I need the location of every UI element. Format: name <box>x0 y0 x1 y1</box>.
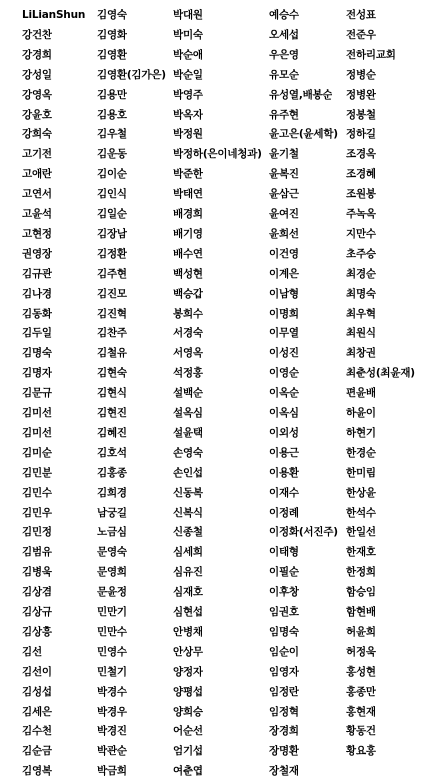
name-entry: 서영옥 <box>173 347 203 360</box>
name-entry: 윤삼근 <box>269 188 299 201</box>
name-entry: 최명숙 <box>346 287 376 300</box>
name-entry: 김인식 <box>97 188 127 201</box>
name-entry: 이계은 <box>269 267 299 280</box>
name-entry: 김현식 <box>97 387 127 400</box>
name-entry: 김희경 <box>97 486 127 499</box>
name-entry: 김영숙 <box>97 9 127 21</box>
name-entry: 문영숙 <box>97 546 127 559</box>
name-entry: 한상윤 <box>346 486 376 499</box>
name-entry: 장경희 <box>269 725 299 738</box>
name-entry: 설백순 <box>173 387 203 400</box>
name-entry: 배수연 <box>173 247 203 260</box>
name-entry: 이후창 <box>269 586 299 599</box>
name-entry: 김선 <box>22 645 42 658</box>
name-entry: 설윤택 <box>173 426 203 439</box>
name-entry: 임명숙 <box>269 625 299 638</box>
name-entry: 김호석 <box>97 446 127 459</box>
name-entry: 함승임 <box>346 586 376 599</box>
name-entry: 최우혁 <box>346 307 376 320</box>
name-entry: 윤복진 <box>269 168 299 181</box>
name-entry: 김나경 <box>22 287 52 300</box>
name-entry: 김민정 <box>22 526 52 539</box>
name-entry: 강영옥 <box>22 88 52 101</box>
name-entry: 최원식 <box>346 327 376 340</box>
name-entry: 김현진 <box>97 407 127 419</box>
name-entry: 김선이 <box>22 665 52 678</box>
name-entry: LiLianShun <box>22 9 86 21</box>
name-entry: 박옥자 <box>173 108 203 121</box>
name-entry: 한일선 <box>346 526 376 539</box>
name-entry: 임정혁 <box>269 705 299 718</box>
name-entry: 고애란 <box>22 168 52 181</box>
name-entry: 이정례 <box>269 506 299 519</box>
name-entry: 김용호 <box>97 108 127 121</box>
name-entry: 김성섭 <box>22 685 52 698</box>
name-entry: 김우철 <box>97 128 127 141</box>
name-entry: 임순이 <box>269 645 299 658</box>
name-entry: 김순금 <box>22 745 52 758</box>
name-entry: 박순애 <box>173 48 203 61</box>
name-entry: 여춘엽 <box>173 765 203 778</box>
name-entry: 이남형 <box>269 287 299 300</box>
name-entry: 안병채 <box>173 625 203 638</box>
name-entry: 황동건 <box>346 725 376 738</box>
name-entry: 김수천 <box>22 725 52 738</box>
name-entry: 주녹옥 <box>346 208 376 220</box>
name-entry: 배경희 <box>173 208 203 220</box>
name-entry: 초주승 <box>346 247 376 260</box>
name-entry: 민만수 <box>97 625 127 638</box>
name-entry: 김두일 <box>22 327 52 340</box>
name-entry: 김상겸 <box>22 586 52 599</box>
name-entry: 신동복 <box>173 486 203 499</box>
name-entry: 전하리교회 <box>346 48 396 61</box>
name-entry: 김영화 <box>97 28 127 41</box>
name-entry: 이건영 <box>269 247 299 260</box>
name-entry: 박대원 <box>173 9 203 21</box>
name-entry: 이정화(서진주) <box>269 526 338 539</box>
name-entry: 강성일 <box>22 68 52 81</box>
name-entry: 김운동 <box>97 148 127 161</box>
name-entry: 노금심 <box>97 526 127 539</box>
name-entry: 백승갑 <box>173 287 203 300</box>
name-entry: 홍성현 <box>346 665 376 678</box>
name-entry: 김민수 <box>22 486 52 499</box>
name-entry: 심재호 <box>173 586 203 599</box>
name-entry: 심유진 <box>173 566 203 579</box>
name-entry: 하현기 <box>346 426 376 439</box>
name-entry: 한미림 <box>346 466 376 479</box>
name-entry: 김명자 <box>22 367 52 380</box>
name-entry: 이태형 <box>269 546 299 559</box>
name-entry: 홍종만 <box>346 685 376 698</box>
name-entry: 김용만 <box>97 88 127 101</box>
name-entry: 김이순 <box>97 168 127 181</box>
name-entry: 김민우 <box>22 506 52 519</box>
name-entry: 심세희 <box>173 546 203 559</box>
name-entry: 최창권 <box>346 347 376 360</box>
name-entry: 강희숙 <box>22 128 52 141</box>
name-entry: 허윤희 <box>346 625 376 638</box>
name-entry: 김주현 <box>97 267 127 280</box>
name-entry: 이무열 <box>269 327 299 340</box>
name-entry: 손영숙 <box>173 446 203 459</box>
name-entry: 손인섭 <box>173 466 203 479</box>
name-entry: 편윤배 <box>346 387 376 400</box>
name-entry: 유주현 <box>269 108 299 121</box>
name-entry: 김장남 <box>97 227 127 240</box>
name-entry: 조경혜 <box>346 168 376 181</box>
name-entry: 김영환 <box>97 48 127 61</box>
name-entry: 오세섭 <box>269 28 299 41</box>
name-entry: 이재수 <box>269 486 299 499</box>
name-entry: 민만기 <box>97 606 127 618</box>
name-entry: 고현정 <box>22 227 52 240</box>
name-entry: 박경수 <box>97 685 127 698</box>
name-entry: 김민분 <box>22 466 52 479</box>
name-entry: 임영자 <box>269 665 299 678</box>
name-entry: 심현섭 <box>173 606 203 618</box>
name-entry: 박금희 <box>97 765 127 778</box>
name-entry: 최춘성(최윤재) <box>346 367 415 380</box>
name-entry: 이용환 <box>269 466 299 479</box>
name-entry: 황요홍 <box>346 745 376 758</box>
name-entry: 박순일 <box>173 68 203 81</box>
name-entry: 홍현재 <box>346 705 376 718</box>
name-entry: 문윤정 <box>97 586 127 599</box>
name-entry: 전준우 <box>346 28 376 41</box>
name-entry: 정병순 <box>346 68 376 81</box>
name-entry: 임권호 <box>269 606 299 618</box>
name-entry: 김병욱 <box>22 566 52 579</box>
name-entry: 신종철 <box>173 526 203 539</box>
name-entry: 신복식 <box>173 506 203 519</box>
name-entry: 김영복 <box>22 765 52 778</box>
name-entry: 정병완 <box>346 88 376 101</box>
name-entry: 박경진 <box>97 725 127 738</box>
name-entry: 민철기 <box>97 665 127 678</box>
name-entry: 조경옥 <box>346 148 376 161</box>
name-entry: 김미선 <box>22 426 52 439</box>
name-entry: 어순선 <box>173 725 203 738</box>
name-entry: 임정란 <box>269 685 299 698</box>
name-entry: 김홍종 <box>97 466 127 479</box>
name-entry: 백성현 <box>173 267 203 280</box>
name-entry: 남궁길 <box>97 506 127 519</box>
name-entry: 엄기섭 <box>173 745 203 758</box>
name-entry: 박관순 <box>97 745 127 758</box>
name-entry: 이외성 <box>269 426 299 439</box>
name-entry: 한정희 <box>346 566 376 579</box>
name-entry: 김정환 <box>97 247 127 260</box>
name-entry: 권영장 <box>22 247 52 260</box>
name-entry: 정하길 <box>346 128 376 141</box>
name-entry: 김문규 <box>22 387 52 400</box>
name-entry: 박준한 <box>173 168 203 181</box>
name-entry: 김일순 <box>97 208 127 220</box>
name-entry: 이명희 <box>269 307 299 320</box>
name-entry: 장명환 <box>269 745 299 758</box>
name-entry: 김진모 <box>97 287 127 300</box>
name-entry: 안상무 <box>173 645 203 658</box>
name-entry: 김세은 <box>22 705 52 718</box>
name-entry: 하윤이 <box>346 407 376 419</box>
name-entry: 김상흥 <box>22 625 52 638</box>
name-entry: 김동화 <box>22 307 52 320</box>
name-entry: 김범유 <box>22 546 52 559</box>
name-entry: 윤고은(윤세학) <box>269 128 338 141</box>
name-entry: 양평섭 <box>173 685 203 698</box>
name-entry: 예승수 <box>269 9 299 21</box>
name-entry: 우은영 <box>269 48 299 61</box>
name-entry: 김미순 <box>22 446 52 459</box>
name-entry: 고윤석 <box>22 208 52 220</box>
name-entry: 고연서 <box>22 188 52 201</box>
name-entry: 석정홍 <box>173 367 203 380</box>
name-entry: 강경희 <box>22 48 52 61</box>
name-entry: 허정욱 <box>346 645 376 658</box>
name-entry: 박미숙 <box>173 28 203 41</box>
name-entry: 양희승 <box>173 705 203 718</box>
name-entry: 이성진 <box>269 347 299 360</box>
name-entry: 박영주 <box>173 88 203 101</box>
name-entry: 한석수 <box>346 506 376 519</box>
name-entry: 김규관 <box>22 267 52 280</box>
name-entry: 한경순 <box>346 446 376 459</box>
name-entry: 이옥순 <box>269 387 299 400</box>
name-entry: 김혜진 <box>97 426 127 439</box>
name-entry: 이영순 <box>269 367 299 380</box>
name-entry: 서경숙 <box>173 327 203 340</box>
name-entry: 김현숙 <box>97 367 127 380</box>
name-entry: 문영희 <box>97 566 127 579</box>
name-entry: 이필순 <box>269 566 299 579</box>
name-entry: 강건찬 <box>22 28 52 41</box>
name-entry: 김진혁 <box>97 307 127 320</box>
name-entry: 지만수 <box>346 227 376 240</box>
name-entry: 유성열,배봉순 <box>269 88 333 101</box>
name-entry: 조원봉 <box>346 188 376 201</box>
name-entry: 강윤호 <box>22 108 52 121</box>
name-list-grid <box>0 6 446 782</box>
name-entry: 김명숙 <box>22 347 52 360</box>
name-entry: 한재호 <box>346 546 376 559</box>
name-entry: 김영환(김가은) <box>97 68 166 81</box>
name-entry: 윤희선 <box>269 227 299 240</box>
name-entry: 정봉철 <box>346 108 376 121</box>
name-entry: 이옥심 <box>269 407 299 419</box>
name-entry: 김철유 <box>97 347 127 360</box>
name-entry: 박정원 <box>173 128 203 141</box>
name-entry: 배기영 <box>173 227 203 240</box>
name-entry: 박경우 <box>97 705 127 718</box>
name-entry: 이용근 <box>269 446 299 459</box>
name-entry: 김상규 <box>22 606 52 618</box>
name-entry: 민영수 <box>97 645 127 658</box>
name-entry: 윤기철 <box>269 148 299 161</box>
name-entry: 박태연 <box>173 188 203 201</box>
name-entry: 김미선 <box>22 407 52 419</box>
name-entry: 최경순 <box>346 267 376 280</box>
name-entry: 박정하(은이네청과) <box>173 148 262 161</box>
name-entry: 장철재 <box>269 765 299 778</box>
name-entry: 김찬주 <box>97 327 127 340</box>
name-entry: 유모순 <box>269 68 299 81</box>
name-entry: 양정자 <box>173 665 203 678</box>
name-entry: 함현배 <box>346 606 376 618</box>
name-entry: 봉희수 <box>173 307 203 320</box>
name-entry: 윤여진 <box>269 208 299 220</box>
name-entry: 설옥심 <box>173 407 203 419</box>
name-entry: 전성표 <box>346 9 376 21</box>
name-entry: 고기전 <box>22 148 52 161</box>
